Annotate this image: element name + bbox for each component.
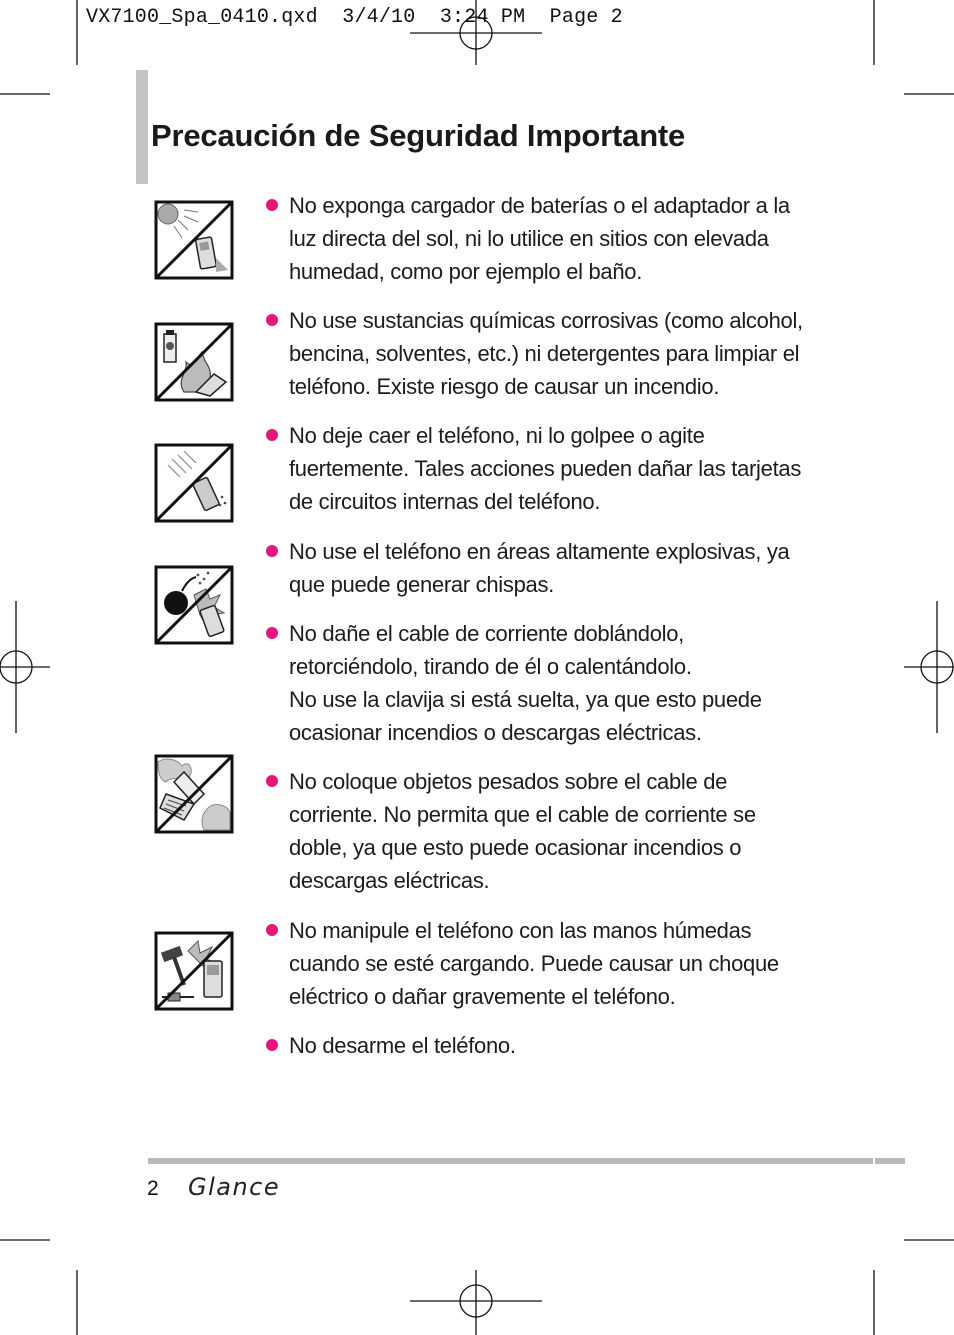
item-line: humedad, como por ejemplo el baño. [289, 259, 643, 284]
item-line: de circuitos internas del teléfono. [289, 489, 601, 514]
item-line: No dañe el cable de corriente doblándolo, [289, 621, 684, 646]
item-line: cuando se esté cargando. Puede causar un choque [289, 951, 779, 976]
page-title: Precaución de Seguridad Importante [151, 118, 686, 153]
footer-rule-gap [873, 1158, 875, 1164]
title-accent-bar [136, 70, 148, 184]
footer-rule [148, 1158, 905, 1164]
list-item [266, 419, 806, 518]
item-line: teléfono. Existe riesgo de causar un incendio. [289, 374, 720, 399]
item-line: fuertemente. Tales acciones pueden dañar las tarjetas [289, 456, 802, 481]
list-item [266, 304, 806, 403]
bullet-icon [266, 775, 278, 787]
item-line: No use la clavija si está suelta, ya que esto puede [289, 687, 762, 712]
item-line: No manipule el teléfono con las manos húmedas [289, 918, 752, 943]
bullet-icon [266, 429, 278, 441]
item-line: No use el teléfono en áreas altamente explosivas, ya [289, 539, 790, 564]
item-line: descargas eléctricas. [289, 868, 490, 893]
item-line: No coloque objetos pesados sobre el cable de [289, 769, 728, 794]
brand-logo: Glance [188, 1173, 281, 1201]
bullet-icon [266, 924, 278, 936]
item-line: doble, ya que esto puede ocasionar incendios o [289, 835, 742, 860]
item-line: eléctrico o dañar gravemente el teléfono. [289, 984, 676, 1009]
bullet-icon [266, 199, 278, 211]
item-line: luz directa del sol, ni lo utilice en sitios con elevada [289, 226, 769, 251]
list-item [266, 189, 806, 288]
item-line: No desarme el teléfono. [289, 1033, 516, 1058]
list-item [266, 617, 806, 749]
list-item [266, 1029, 806, 1062]
list-item [266, 765, 806, 897]
bullet-icon [266, 314, 278, 326]
pressure-no-phone-icon [154, 754, 234, 834]
item-line: No use sustancias químicas corrosivas (como alcohol, [289, 308, 803, 333]
item-line: ocasionar incendios o descargas eléctricas. [289, 720, 702, 745]
bullet-icon [266, 1039, 278, 1051]
explosive-bomb-no-phone-icon [154, 565, 234, 645]
chemical-fire-no-phone-icon [154, 322, 234, 402]
bullet-icon [266, 627, 278, 639]
page-number: 2 [147, 1177, 159, 1200]
drop-impact-no-phone-icon [154, 443, 234, 523]
list-item [266, 535, 806, 601]
item-line: corriente. No permita que el cable de corriente se [289, 802, 756, 827]
print-slug: VX7100_Spa_0410.qxd 3/4/10 3:24 PM Page 2 [86, 6, 623, 29]
item-line: retorciéndolo, tirando de él o calentándolo. [289, 654, 692, 679]
electric-shock-no-phone-icon [154, 931, 234, 1011]
item-line: No deje caer el teléfono, ni lo golpee o agite [289, 423, 705, 448]
item-line: que puede generar chispas. [289, 572, 554, 597]
item-line: bencina, solventes, etc.) ni detergentes para limpiar el [289, 341, 800, 366]
bullet-icon [266, 545, 278, 557]
list-item [266, 914, 806, 1013]
sun-heat-no-phone-icon [154, 200, 234, 280]
item-line: No exponga cargador de baterías o el adaptador a la [289, 193, 790, 218]
